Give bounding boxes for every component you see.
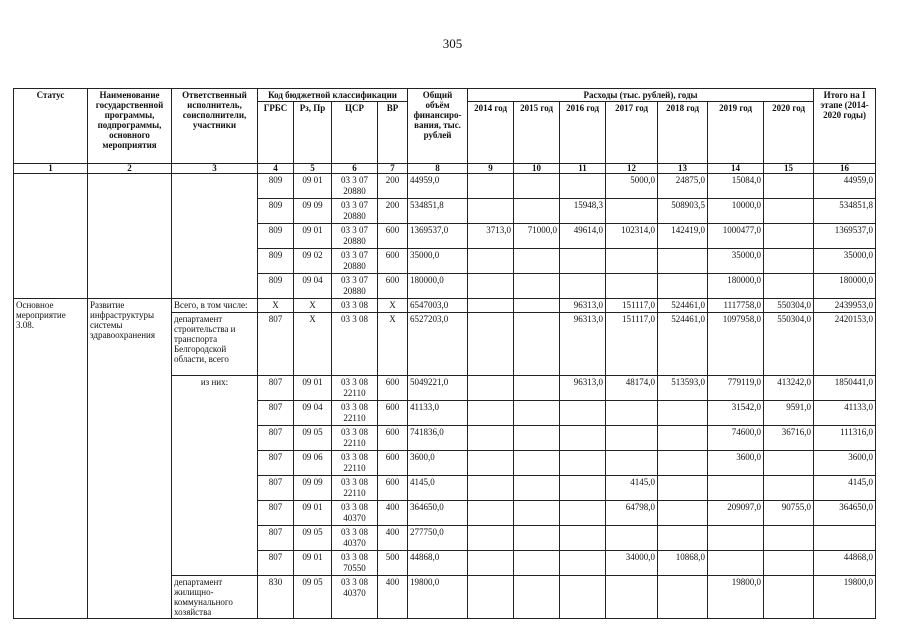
total-cell: 364650,0 — [408, 501, 468, 526]
csr-cell: 03 3 08 70550 — [332, 551, 378, 576]
vr-cell: X — [378, 299, 408, 313]
header-year: 2018 год — [658, 102, 708, 164]
stage-total-cell: 4145,0 — [814, 476, 876, 501]
column-number: 4 — [258, 164, 294, 174]
total-cell: 5049221,0 — [408, 376, 468, 401]
rzpr-cell: 09 01 — [294, 501, 332, 526]
total-cell: 6527203,0 — [408, 313, 468, 376]
y2018-cell: 508903,5 — [658, 199, 708, 224]
total-cell: 1369537,0 — [408, 224, 468, 249]
y2019-cell: 209097,0 — [708, 501, 764, 526]
total-cell: 4145,0 — [408, 476, 468, 501]
y2014-cell — [468, 199, 514, 224]
executor-cell: из них: — [172, 376, 258, 576]
y2016-cell — [560, 476, 606, 501]
total-cell: 3600,0 — [408, 451, 468, 476]
y2016-cell — [560, 551, 606, 576]
stage-total-cell — [814, 526, 876, 551]
y2014-cell — [468, 451, 514, 476]
total-cell: 44959,0 — [408, 174, 468, 199]
grbs-cell: 807 — [258, 451, 294, 476]
grbs-cell: 807 — [258, 551, 294, 576]
y2020-cell — [764, 174, 814, 199]
y2020-cell: 550304,0 — [764, 299, 814, 313]
y2014-cell — [468, 476, 514, 501]
y2018-cell — [658, 401, 708, 426]
y2018-cell: 24875,0 — [658, 174, 708, 199]
grbs-cell: 830 — [258, 576, 294, 619]
column-number: 1 — [14, 164, 88, 174]
y2014-cell — [468, 501, 514, 526]
y2018-cell — [658, 576, 708, 619]
y2020-cell — [764, 274, 814, 299]
column-number: 11 — [560, 164, 606, 174]
y2019-cell: 31542,0 — [708, 401, 764, 426]
y2014-cell — [468, 576, 514, 619]
y2015-cell — [514, 299, 560, 313]
y2015-cell — [514, 274, 560, 299]
y2020-cell: 9591,0 — [764, 401, 814, 426]
y2017-cell: 102314,0 — [606, 224, 658, 249]
rzpr-cell: 09 01 — [294, 224, 332, 249]
y2014-cell — [468, 299, 514, 313]
grbs-cell: 807 — [258, 401, 294, 426]
rzpr-cell: X — [294, 313, 332, 376]
rzpr-cell: 09 02 — [294, 249, 332, 274]
vr-cell: 200 — [378, 174, 408, 199]
y2014-cell: 3713,0 — [468, 224, 514, 249]
header-row — [14, 89, 876, 102]
vr-cell: 500 — [378, 551, 408, 576]
y2016-cell: 96313,0 — [560, 376, 606, 401]
y2020-cell — [764, 224, 814, 249]
rzpr-cell: 09 05 — [294, 526, 332, 551]
total-cell: 44868,0 — [408, 551, 468, 576]
y2015-cell — [514, 451, 560, 476]
column-number: 8 — [408, 164, 468, 174]
y2014-cell — [468, 249, 514, 274]
total-cell: 6547003,0 — [408, 299, 468, 313]
y2018-cell — [658, 249, 708, 274]
y2017-cell: 64798,0 — [606, 501, 658, 526]
y2016-cell — [560, 174, 606, 199]
header-year: 2017 год — [606, 102, 658, 164]
vr-cell: 600 — [378, 451, 408, 476]
y2018-cell: 513593,0 — [658, 376, 708, 401]
rzpr-cell: 09 04 — [294, 401, 332, 426]
stage-total-cell: 19800,0 — [814, 576, 876, 619]
y2020-cell — [764, 551, 814, 576]
y2019-cell: 10000,0 — [708, 199, 764, 224]
csr-cell: 03 3 08 22110 — [332, 476, 378, 501]
y2019-cell — [708, 526, 764, 551]
vr-cell: 600 — [378, 274, 408, 299]
y2014-cell — [468, 426, 514, 451]
y2018-cell — [658, 274, 708, 299]
y2015-cell — [514, 199, 560, 224]
column-number: 10 — [514, 164, 560, 174]
y2018-cell: 10868,0 — [658, 551, 708, 576]
grbs-cell: 807 — [258, 426, 294, 451]
csr-cell: 03 3 08 40370 — [332, 576, 378, 619]
y2016-cell — [560, 426, 606, 451]
csr-cell: 03 3 07 20880 — [332, 174, 378, 199]
column-number: 9 — [468, 164, 514, 174]
stage-total-cell: 534851,8 — [814, 199, 876, 224]
vr-cell: 600 — [378, 426, 408, 451]
y2018-cell: 142419,0 — [658, 224, 708, 249]
y2017-cell — [606, 451, 658, 476]
y2019-cell: 3600,0 — [708, 451, 764, 476]
total-cell: 534851,8 — [408, 199, 468, 224]
y2020-cell — [764, 451, 814, 476]
grbs-cell: 807 — [258, 313, 294, 376]
y2017-cell — [606, 249, 658, 274]
y2014-cell — [468, 526, 514, 551]
y2017-cell — [606, 199, 658, 224]
executor-cell — [172, 174, 258, 299]
csr-cell: 03 3 08 22110 — [332, 451, 378, 476]
grbs-cell: 807 — [258, 501, 294, 526]
total-cell: 41133,0 — [408, 401, 468, 426]
budget-table — [13, 88, 876, 619]
y2015-cell — [514, 376, 560, 401]
y2019-cell — [708, 551, 764, 576]
csr-cell: 03 3 08 40370 — [332, 526, 378, 551]
header-year: 2019 год — [708, 102, 764, 164]
y2019-cell: 1117758,0 — [708, 299, 764, 313]
header-year: 2020 год — [764, 102, 814, 164]
y2015-cell — [514, 576, 560, 619]
stage-total-cell: 35000,0 — [814, 249, 876, 274]
grbs-cell: 807 — [258, 526, 294, 551]
column-number: 3 — [172, 164, 258, 174]
stage-total-cell: 44959,0 — [814, 174, 876, 199]
y2016-cell: 15948,3 — [560, 199, 606, 224]
column-number: 15 — [764, 164, 814, 174]
rzpr-cell: 09 05 — [294, 426, 332, 451]
vr-cell: 600 — [378, 476, 408, 501]
csr-cell: 03 3 07 20880 — [332, 274, 378, 299]
rzpr-cell: 09 01 — [294, 376, 332, 401]
y2019-cell: 1097958,0 — [708, 313, 764, 376]
stage-total-cell: 1850441,0 — [814, 376, 876, 401]
y2019-cell: 180000,0 — [708, 274, 764, 299]
y2018-cell — [658, 476, 708, 501]
y2020-cell — [764, 476, 814, 501]
header-executor: Ответственный исполнитель, соисполнители, участники — [172, 89, 258, 164]
y2020-cell: 550304,0 — [764, 313, 814, 376]
y2020-cell — [764, 526, 814, 551]
y2019-cell: 35000,0 — [708, 249, 764, 274]
header-status: Статус — [14, 89, 88, 164]
rzpr-cell: 09 04 — [294, 274, 332, 299]
total-cell: 741836,0 — [408, 426, 468, 451]
rzpr-cell: 09 09 — [294, 199, 332, 224]
grbs-cell: 809 — [258, 174, 294, 199]
csr-cell: 03 3 08 — [332, 299, 378, 313]
y2015-cell — [514, 401, 560, 426]
header-total: Общий объём финансиро-вания, тыс. рублей — [408, 89, 468, 164]
y2016-cell: 49614,0 — [560, 224, 606, 249]
column-number: 5 — [294, 164, 332, 174]
stage-total-cell: 111316,0 — [814, 426, 876, 451]
table-row — [14, 299, 876, 313]
y2018-cell — [658, 526, 708, 551]
y2019-cell: 19800,0 — [708, 576, 764, 619]
column-number: 14 — [708, 164, 764, 174]
rzpr-cell: 09 06 — [294, 451, 332, 476]
y2020-cell — [764, 576, 814, 619]
csr-cell: 03 3 07 20880 — [332, 249, 378, 274]
y2015-cell — [514, 476, 560, 501]
y2018-cell — [658, 501, 708, 526]
header-rzpr: Рз, Пр — [294, 102, 332, 164]
column-number: 6 — [332, 164, 378, 174]
status-cell — [14, 174, 88, 299]
y2017-cell — [606, 426, 658, 451]
stage-total-cell: 180000,0 — [814, 274, 876, 299]
name-cell: Развитие инфраструктуры системы здравоохранения — [88, 299, 172, 619]
y2019-cell: 74600,0 — [708, 426, 764, 451]
rzpr-cell: 09 09 — [294, 476, 332, 501]
name-cell — [88, 174, 172, 299]
header-expenses: Расходы (тыс. рублей), годы — [468, 89, 814, 102]
y2016-cell — [560, 401, 606, 426]
executor-cell: департамент строительства и транспорта Белгородской области, всего — [172, 313, 258, 376]
y2020-cell — [764, 249, 814, 274]
rzpr-cell: 09 05 — [294, 576, 332, 619]
column-number: 2 — [88, 164, 172, 174]
y2017-cell: 48174,0 — [606, 376, 658, 401]
y2018-cell — [658, 426, 708, 451]
executor-cell: Всего, в том числе: — [172, 299, 258, 313]
stage-total-cell: 1369537,0 — [814, 224, 876, 249]
y2014-cell — [468, 174, 514, 199]
y2016-cell — [560, 501, 606, 526]
y2017-cell: 151117,0 — [606, 299, 658, 313]
grbs-cell: 809 — [258, 224, 294, 249]
y2015-cell — [514, 249, 560, 274]
y2015-cell — [514, 426, 560, 451]
grbs-cell: 809 — [258, 274, 294, 299]
table-row — [14, 174, 876, 199]
total-cell: 19800,0 — [408, 576, 468, 619]
total-cell: 277750,0 — [408, 526, 468, 551]
y2017-cell — [606, 576, 658, 619]
y2016-cell: 96313,0 — [560, 299, 606, 313]
csr-cell: 03 3 07 20880 — [332, 224, 378, 249]
column-number: 12 — [606, 164, 658, 174]
y2014-cell — [468, 376, 514, 401]
header-year: 2015 год — [514, 102, 560, 164]
csr-cell: 03 3 08 22110 — [332, 376, 378, 401]
header-year: 2016 год — [560, 102, 606, 164]
y2018-cell: 524461,0 — [658, 299, 708, 313]
y2015-cell — [514, 551, 560, 576]
y2016-cell — [560, 526, 606, 551]
csr-cell: 03 3 08 — [332, 313, 378, 376]
column-number: 16 — [814, 164, 876, 174]
y2015-cell: 71000,0 — [514, 224, 560, 249]
grbs-cell: 807 — [258, 376, 294, 401]
y2015-cell — [514, 526, 560, 551]
csr-cell: 03 3 08 40370 — [332, 501, 378, 526]
y2016-cell — [560, 576, 606, 619]
status-cell: Основное мероприятие 3.08. — [14, 299, 88, 619]
y2020-cell: 90755,0 — [764, 501, 814, 526]
y2019-cell: 1000477,0 — [708, 224, 764, 249]
vr-cell: 400 — [378, 576, 408, 619]
grbs-cell: X — [258, 299, 294, 313]
grbs-cell: 809 — [258, 199, 294, 224]
stage-total-cell: 2420153,0 — [814, 313, 876, 376]
y2017-cell: 34000,0 — [606, 551, 658, 576]
stage-total-cell: 2439953,0 — [814, 299, 876, 313]
y2020-cell: 413242,0 — [764, 376, 814, 401]
y2017-cell — [606, 274, 658, 299]
executor-cell: департамент жилищно-коммунального хозяйства — [172, 576, 258, 619]
total-cell: 180000,0 — [408, 274, 468, 299]
y2014-cell — [468, 401, 514, 426]
vr-cell: 600 — [378, 376, 408, 401]
csr-cell: 03 3 07 20880 — [332, 199, 378, 224]
header-year: 2014 год — [468, 102, 514, 164]
header-name: Наименование государственной программы, подпрограммы, основного мероприятия — [88, 89, 172, 164]
y2018-cell — [658, 451, 708, 476]
vr-cell: 200 — [378, 199, 408, 224]
y2016-cell — [560, 451, 606, 476]
y2017-cell: 5000,0 — [606, 174, 658, 199]
y2015-cell — [514, 313, 560, 376]
column-number: 7 — [378, 164, 408, 174]
y2020-cell: 36716,0 — [764, 426, 814, 451]
stage-total-cell: 44868,0 — [814, 551, 876, 576]
vr-cell: 600 — [378, 249, 408, 274]
y2016-cell — [560, 274, 606, 299]
y2015-cell — [514, 501, 560, 526]
vr-cell: 600 — [378, 401, 408, 426]
y2017-cell: 151117,0 — [606, 313, 658, 376]
y2016-cell: 96313,0 — [560, 313, 606, 376]
grbs-cell: 809 — [258, 249, 294, 274]
y2014-cell — [468, 274, 514, 299]
vr-cell: 400 — [378, 501, 408, 526]
header-csr: ЦСР — [332, 102, 378, 164]
y2014-cell — [468, 313, 514, 376]
total-cell: 35000,0 — [408, 249, 468, 274]
stage-total-cell: 41133,0 — [814, 401, 876, 426]
y2015-cell — [514, 174, 560, 199]
y2014-cell — [468, 551, 514, 576]
y2017-cell: 4145,0 — [606, 476, 658, 501]
y2017-cell — [606, 401, 658, 426]
grbs-cell: 807 — [258, 476, 294, 501]
y2020-cell — [764, 199, 814, 224]
rzpr-cell: 09 01 — [294, 551, 332, 576]
vr-cell: 400 — [378, 526, 408, 551]
header-budget-code: Код бюджетной классификации — [258, 89, 408, 102]
header-stage-total: Итого на I этапе (2014-2020 годы) — [814, 89, 876, 164]
csr-cell: 03 3 08 22110 — [332, 426, 378, 451]
csr-cell: 03 3 08 22110 — [332, 401, 378, 426]
header-grbs: ГРБС — [258, 102, 294, 164]
rzpr-cell: X — [294, 299, 332, 313]
y2019-cell: 15084,0 — [708, 174, 764, 199]
rzpr-cell: 09 01 — [294, 174, 332, 199]
stage-total-cell: 3600,0 — [814, 451, 876, 476]
stage-total-cell: 364650,0 — [814, 501, 876, 526]
y2019-cell: 779119,0 — [708, 376, 764, 401]
vr-cell: 600 — [378, 224, 408, 249]
y2019-cell — [708, 476, 764, 501]
header-vr: ВР — [378, 102, 408, 164]
y2016-cell — [560, 249, 606, 274]
column-number-row — [14, 164, 876, 174]
y2018-cell: 524461,0 — [658, 313, 708, 376]
y2017-cell — [606, 526, 658, 551]
page-number: 305 — [442, 36, 463, 51]
column-number: 13 — [658, 164, 708, 174]
vr-cell: X — [378, 313, 408, 376]
